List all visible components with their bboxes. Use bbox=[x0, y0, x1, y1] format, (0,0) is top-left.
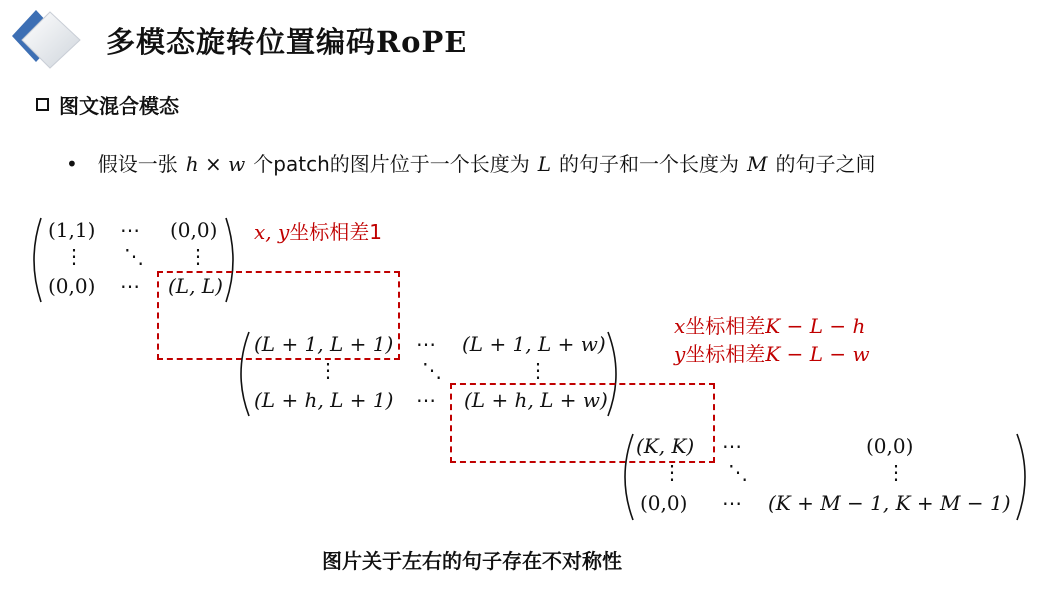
section-label: 图文混合模态 bbox=[59, 94, 179, 118]
matrix1-cell: ⋱ bbox=[124, 244, 144, 268]
matrix1-cell: (1,1) bbox=[48, 218, 96, 242]
matrix3-left-paren bbox=[620, 432, 634, 522]
bullet-point bbox=[66, 148, 876, 177]
matrix1-cell: ⋮ bbox=[188, 244, 208, 268]
matrix3-cell: ⋯ bbox=[722, 434, 742, 458]
var-L: L bbox=[537, 152, 552, 176]
square-bullet-icon bbox=[36, 98, 49, 111]
matrix1-cell: ⋯ bbox=[120, 218, 140, 242]
bullet-dot-icon: • bbox=[66, 152, 78, 176]
var-w: w bbox=[228, 152, 246, 176]
matrix2-cell: ⋯ bbox=[416, 332, 436, 356]
matrix2-cell: ⋯ bbox=[416, 388, 436, 412]
matrix3-cell: ⋯ bbox=[722, 491, 742, 515]
matrix2-cell: ⋱ bbox=[422, 358, 442, 382]
page-title: 多模态旋转位置编码RoPE bbox=[106, 25, 468, 59]
matrix1-cell: ⋮ bbox=[64, 244, 84, 268]
matrix2-cell: ⋮ bbox=[318, 358, 338, 382]
bullet-text-3: 的句子和一个长度为 bbox=[559, 152, 740, 176]
figure-caption: 图片关于左右的句子存在不对称性 bbox=[322, 549, 622, 573]
annotation-text: 坐标相差 bbox=[685, 342, 766, 366]
annotation-y-diff bbox=[674, 338, 870, 367]
matrix2-cell: (L + h, L + 1) bbox=[254, 388, 394, 412]
matrix3-cell: (K + M − 1, K + M − 1) bbox=[768, 491, 1011, 515]
matrix2-left-paren bbox=[236, 330, 250, 418]
matrix3-cell: (0,0) bbox=[866, 434, 914, 458]
matrix3-cell: ⋮ bbox=[886, 460, 906, 484]
annotation-expr: K − L − w bbox=[765, 342, 870, 366]
annotation-expr: K − L − h bbox=[765, 314, 866, 338]
section-heading bbox=[36, 90, 179, 119]
annotation-x-diff bbox=[674, 310, 865, 339]
matrix2-cell: (L + h, L + w) bbox=[464, 388, 608, 412]
matrix2-cell: (L + 1, L + 1) bbox=[254, 332, 394, 356]
matrix1-cell: (0,0) bbox=[48, 274, 96, 298]
matrix1-cell: (0,0) bbox=[170, 218, 218, 242]
annotation-xy-diff-1 bbox=[254, 216, 382, 245]
matrix3-cell: (0,0) bbox=[640, 491, 688, 515]
annotation-var: x bbox=[674, 314, 686, 338]
bullet-text-4: 的句子之间 bbox=[775, 152, 876, 176]
matrix2-cell: (L + 1, L + w) bbox=[462, 332, 606, 356]
matrix3-cell: (K, K) bbox=[636, 434, 695, 458]
diamond-logo-icon bbox=[10, 8, 94, 72]
annotation-text: 坐标相差1 bbox=[289, 220, 383, 244]
var-M: M bbox=[747, 152, 768, 176]
matrix3-cell: ⋱ bbox=[728, 460, 748, 484]
matrix1-left-paren bbox=[30, 216, 42, 304]
annotation-var: x, y bbox=[254, 220, 290, 244]
var-h: h bbox=[185, 152, 199, 176]
bullet-text-2: 个patch的图片位于一个长度为 bbox=[253, 152, 530, 176]
bullet-text-1: 假设一张 bbox=[97, 152, 178, 176]
matrix2-cell: ⋮ bbox=[528, 358, 548, 382]
annotation-text: 坐标相差 bbox=[685, 314, 766, 338]
matrix3-right-paren bbox=[1016, 432, 1030, 522]
annotation-var: y bbox=[674, 342, 686, 366]
matrix3-cell: ⋮ bbox=[662, 460, 682, 484]
times-sign: × bbox=[205, 152, 222, 176]
matrix1-cell: ⋯ bbox=[120, 274, 140, 298]
matrix1-cell: (L, L) bbox=[168, 274, 223, 298]
